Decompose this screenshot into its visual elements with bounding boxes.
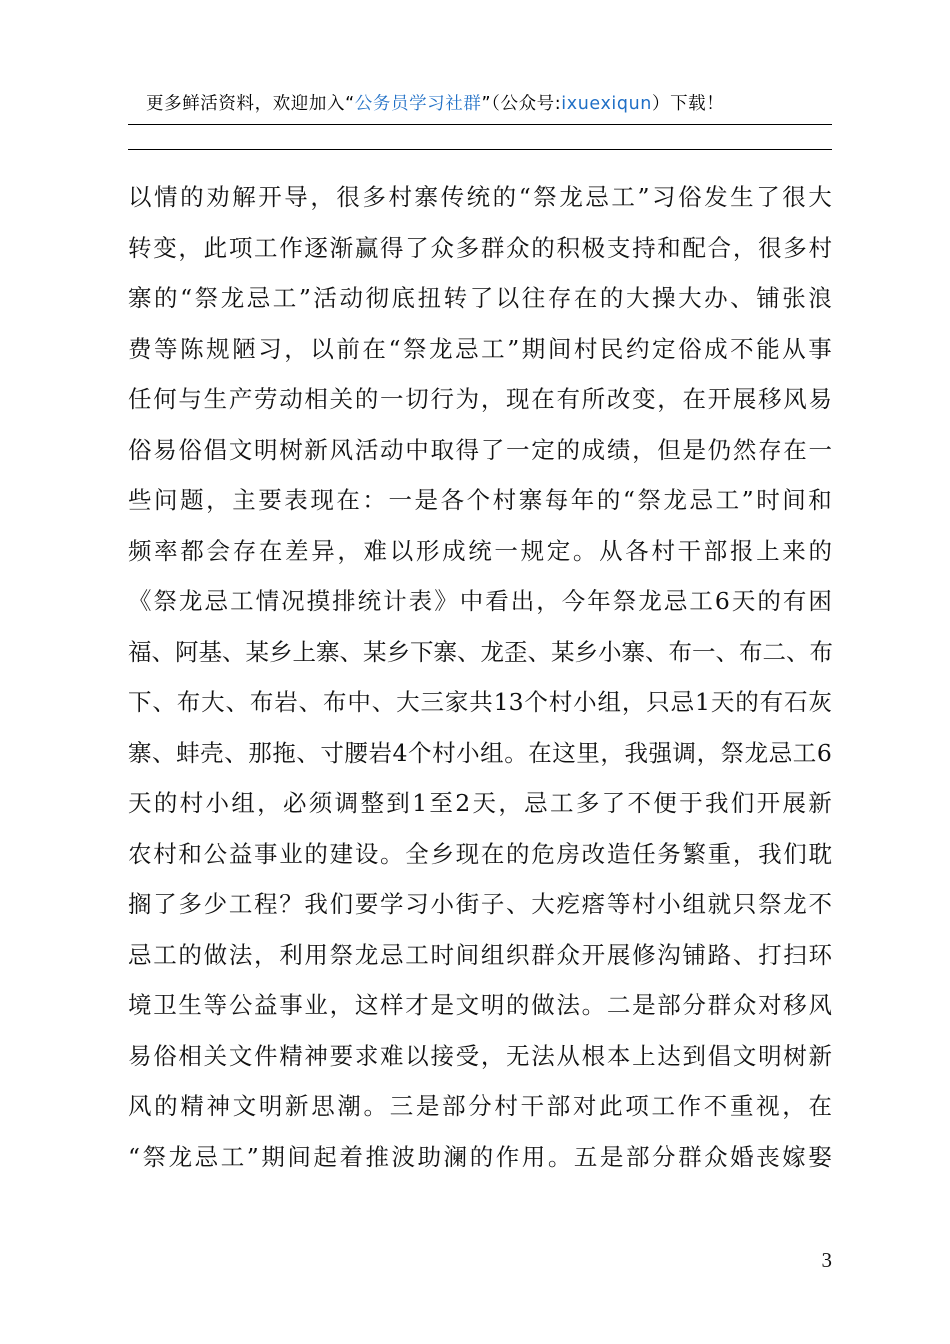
- page-number: 3: [821, 1248, 832, 1272]
- text-line: 福 、 阿 基 、 某 乡 上 寨 、 某 乡 下 寨 、 龙 歪 、 某 乡 小 寨 、 布 一 、 布 二 、 布: [128, 637, 833, 666]
- header-rule-top: [128, 124, 832, 125]
- header-rule-bottom: [128, 149, 832, 150]
- header-prefix: 更多鲜活资料，欢迎加入“: [146, 94, 355, 114]
- text-line: 风 的 精 神 文 明 新 思 潮 。 三 是 部 分 村 干 部 对 此 项 工 作 不 重 视 ， 在: [128, 1092, 832, 1120]
- text-line: “ 祭 龙 忌 工 ” 期 间 起 着 推 波 助 澜 的 作 用 。 五 是 部 分 群 众 婚 丧 嫁 娶: [128, 1142, 832, 1171]
- text-line: 寨 的 “ 祭 龙 忌 工 ” 活 动 彻 底 扭 转 了 以 往 存 在 的 大 操 大 办 、 铺 张 浪: [128, 284, 832, 312]
- text-line: 忌 工 的 做 法 ， 利 用 祭 龙 忌 工 时 间 组 织 群 众 开 展 修 沟 铺 路 、 打 扫 环: [128, 940, 832, 969]
- text-line: 境 卫 生 等 公 益 事 业 ， 这 样 才 是 文 明 的 做 法 。 二 是 部 分 群 众 对 移 风: [128, 991, 832, 1019]
- text-line: 易 俗 相 关 文 件 精 神 要 求 难 以 接 受 ， 无 法 从 根 本 上 达 到 倡 文 明 树 新: [128, 1041, 832, 1070]
- text-line: 任 何 与 生 产 劳 动 相 关 的 一 切 行 为 ， 现 在 有 所 改 变 ， 在 开 展 移 风 易: [128, 385, 832, 413]
- body-paragraph: [128, 172, 832, 1182]
- text-line: 下 、 布 大 、 布 岩 、 布 中 、 大 三 家 共 13 个 村 小 组 ， 只 忌 1 天 的 有 石 灰: [128, 688, 832, 716]
- text-line: 搁 了 多 少 工 程 ？ 我 们 要 学 习 小 街 子 、 大 疙 瘩 等 村 小 组 就 只 祭 龙 不: [128, 890, 832, 918]
- text-line: 天 的 村 小 组 ， 必 须 调 整 到 1 至 2 天 ， 忌 工 多 了 不 便 于 我 们 开 展 新: [128, 789, 832, 817]
- page-header: [128, 88, 832, 120]
- header-suffix: ）下载！: [651, 94, 725, 114]
- text-line: 转 变 ， 此 项 工 作 逐 渐 赢 得 了 众 多 群 众 的 积 极 支 持 和 配 合 ， 很 多 村: [128, 233, 832, 262]
- text-line: 费 等 陈 规 陋 习 ， 以 前 在 “ 祭 龙 忌 工 ” 期 间 村 民 约 定 俗 成 不 能 从 事: [128, 334, 832, 363]
- text-line: 寨 、 蚌 壳 、 那 拖 、 寸 腰 岩 4 个 村 小 组 。 在 这 里 ， 我 强 调 ， 祭 龙 忌 工 6: [128, 738, 832, 767]
- text-line: 些 问 题 ， 主 要 表 现 在 ： 一 是 各 个 村 寨 每 年 的 “ 祭 龙 忌 工 ” 时 间 和: [128, 486, 832, 514]
- text-line: 农 村 和 公 益 事 业 的 建 设 。 全 乡 现 在 的 危 房 改 造 任 务 繁 重 ， 我 们 耽: [128, 839, 832, 868]
- text-line: 俗 易 俗 倡 文 明 树 新 风 活 动 中 取 得 了 一 定 的 成 绩 ， 但 是 仍 然 存 在 一: [128, 435, 832, 464]
- header-account: ixuexiqun: [561, 94, 652, 114]
- text-line: 以 情 的 劝 解 开 导 ， 很 多 村 寨 传 统 的 “ 祭 龙 忌 工 ” 习 俗 发 生 了 很 大: [128, 183, 832, 211]
- header-group-name: 公务员学习社群: [354, 94, 482, 114]
- header-middle: ”（公众号:: [481, 94, 562, 114]
- text-line: 频 率 都 会 存 在 差 异 ， 难 以 形 成 统 一 规 定 。 从 各 村 干 部 报 上 来 的: [128, 536, 832, 565]
- text-line: 《 祭 龙 忌 工 情 况 摸 排 统 计 表 》 中 看 出 ， 今 年 祭 龙 忌 工 6 天 的 有 困: [128, 587, 832, 615]
